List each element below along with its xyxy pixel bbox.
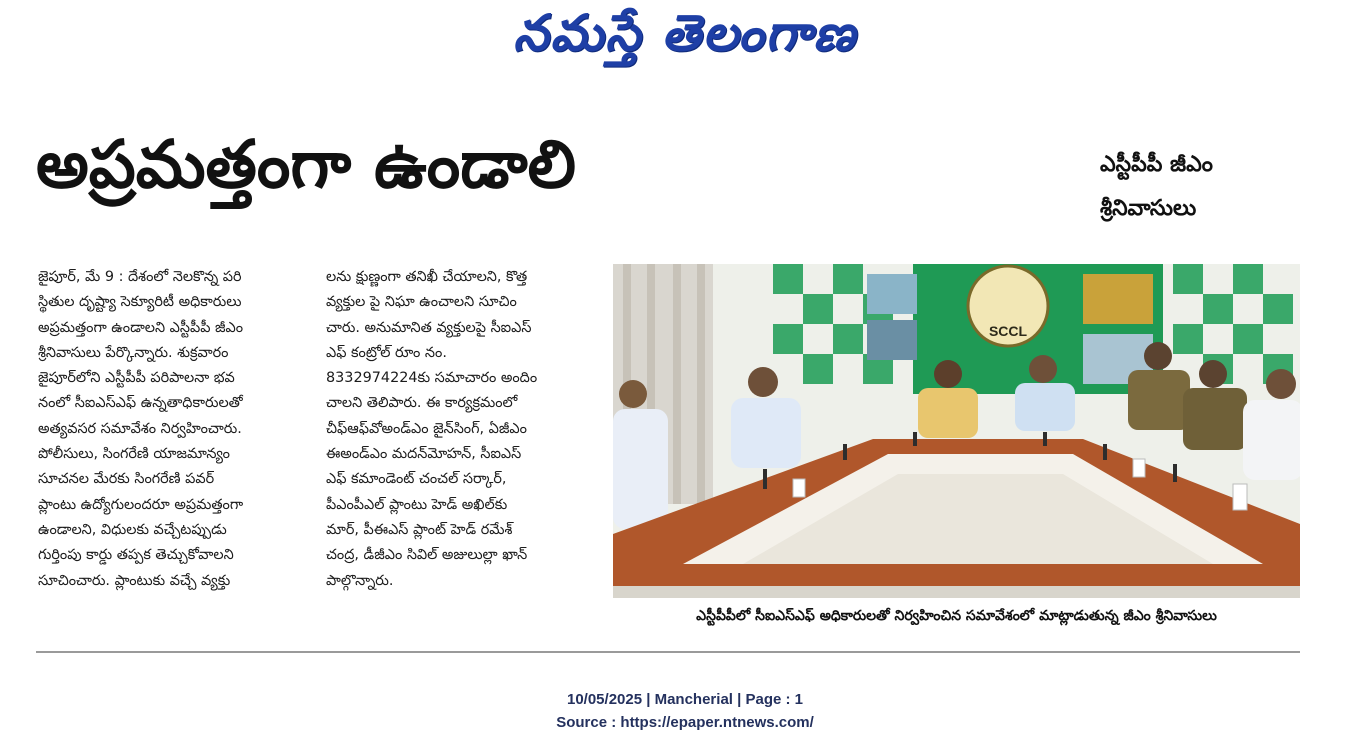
text-line: మార్, పీఈఎస్ ప్లాంట్ హెడ్ రమేశ్ bbox=[326, 521, 513, 538]
text-line: పాల్గొన్నారు. bbox=[326, 572, 394, 589]
text-line: ఈఅండ్ఎం మదన్‌మోహన్, సీఐఎస్ bbox=[326, 446, 522, 463]
subhead-line: ఎస్టీపీపీ జీఎం bbox=[1100, 152, 1213, 177]
source-link[interactable]: Source : https://epaper.ntnews.com/ bbox=[556, 714, 814, 731]
text-line: పోలీసులు, సింగరేణి యాజమాన్యం bbox=[38, 446, 230, 463]
photo-caption: ఎస్టీపీపీలో సీఐఎస్ఎఫ్ అధికారులతో నిర్వహించిన సమావేశంలో మాట్లాడుతున్న జీఎం శ్రీనివాసులు bbox=[696, 608, 1217, 624]
text-line: చంద్ర, డీజీఎం సివిల్ అజులుల్లా ఖాన్ bbox=[326, 547, 528, 564]
text-line: చీఫ్‌ఆఫ్‌వోఅండ్‌ఎం జైన్‌సింగ్, ఏజీఎం bbox=[326, 420, 527, 437]
article-column-1 bbox=[38, 265, 310, 594]
text-line: ఎఫ్ కమాండెంట్ చంచల్ సర్కార్, bbox=[326, 471, 507, 488]
text-line: లను క్షుణ్ణంగా తనిఖీ చేయాలని, కొత్త bbox=[326, 269, 528, 285]
text-line: ఎఫ్ కంట్రోల్ రూం నం. bbox=[326, 344, 447, 361]
article-subhead bbox=[1100, 143, 1300, 231]
edition-info: 10/05/2025 | Mancherial | Page : 1 bbox=[566, 691, 804, 708]
article-column-2 bbox=[326, 265, 598, 594]
newspaper-masthead: నమస్తే తెలంగాణ bbox=[513, 4, 857, 62]
text-line: సూచనల మేరకు సింగరేణి పవర్ bbox=[38, 471, 215, 488]
text-line: జైపూర్, మే 9 : దేశంలో నెలకొన్న పరి bbox=[38, 269, 242, 285]
text-line: వ్యక్తుల పై నిఘా ఉంచాలని సూచిం bbox=[326, 294, 517, 311]
banner-logo-text: SCCL bbox=[988, 323, 1028, 339]
text-line: ప్లాంటు ఉద్యోగులందరూ అప్రమత్తంగా bbox=[38, 496, 244, 513]
text-line: నంలో సీఐఎస్ఎఫ్ ఉన్నతాధికారులతో bbox=[38, 395, 243, 412]
text-line: 8332974224కు సమాచారం అందిం bbox=[326, 370, 538, 387]
text-line: చారు. అనుమానిత వ్యక్తులపై సీఐఎస్ bbox=[326, 319, 532, 336]
text-line: ఉండాలని, విధులకు వచ్చేటప్పుడు bbox=[38, 521, 227, 538]
article-headline: అప్రమత్తంగా ఉండాలి bbox=[36, 126, 576, 203]
text-line: అత్యవసర సమావేశం నిర్వహించారు. bbox=[38, 420, 242, 437]
footer-divider bbox=[36, 651, 1300, 653]
subhead-line: శ్రీనివాసులు bbox=[1100, 196, 1197, 221]
text-line: అప్రమత్తంగా ఉండాలని ఎస్టీపీపీ జీఎం bbox=[38, 319, 244, 336]
meeting-photo bbox=[613, 264, 1300, 598]
text-line: పీఎంపీఎల్ ప్లాంటు హెడ్ అఖిల్‌కు bbox=[326, 496, 508, 513]
text-line: శ్రీనివాసులు పేర్కొన్నారు. శుక్రవారం bbox=[38, 344, 229, 361]
text-line: చాలని తెలిపారు. ఈ కార్యక్రమంలో bbox=[326, 395, 518, 412]
text-line: సూచించారు. ప్లాంటుకు వచ్చే వ్యక్తు bbox=[38, 572, 231, 589]
text-line: స్థితుల దృష్ట్యా సెక్యూరిటీ అధికారులు bbox=[38, 294, 242, 311]
text-line: గుర్తింపు కార్డు తప్పక తెచ్చుకోవాలని bbox=[38, 547, 234, 564]
text-line: జైపూర్‌లోని ఎస్టీపీపీ పరిపాలనా భవ bbox=[38, 370, 235, 387]
